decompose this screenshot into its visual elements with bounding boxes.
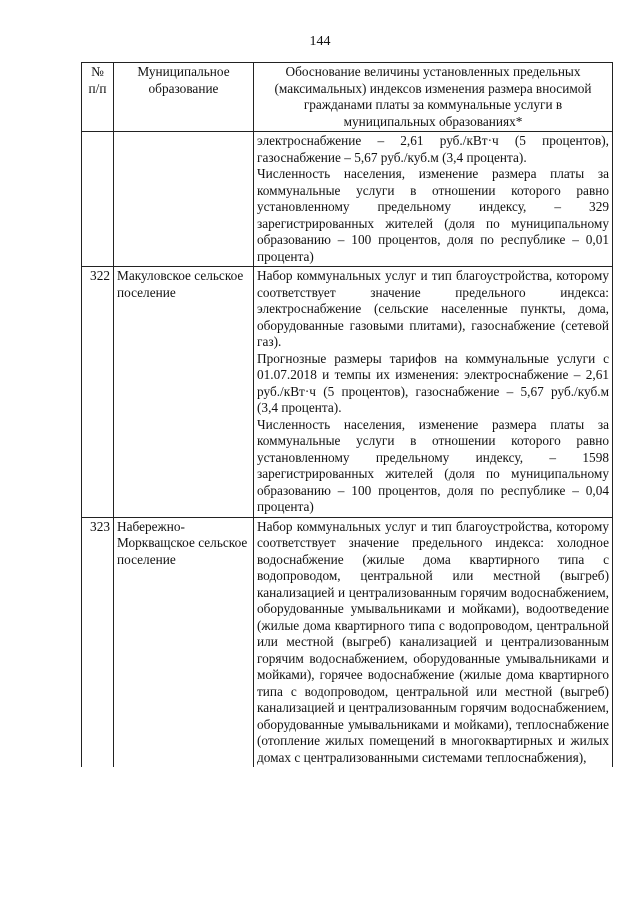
municipality-name: Макуловское сельское поселение xyxy=(114,267,254,518)
municipality-name: Набережно-Моркващское сельское поселение xyxy=(114,517,254,767)
table-header-row xyxy=(82,63,613,132)
justification-paragraph: Набор коммунальных услуг и тип благоустройства, которому соответствует значение предельного индекса: холодное водоснабжение (жилые дома квартирного типа с водопроводом, центральной или местной (выгреб) канализацией и централизованным горячим водоснабжением, оборудованные умывальниками и мойками), водоотведение (жилые дома квартирного типа с водопроводом, центральной или местной (выгреб) канализацией и централизованным горячим водоснабжением, оборудованные умывальниками и мойками), горячее водоснабжение (жилые дома квартирного типа с водопроводом, центральной или местной (выгреб) канализацией и централизованным горячим водоснабжением, оборудованные умывальниками и мойками), теплоснабжение (отопление жилых помещений в многоквартирных и жилых домах с централизованными системами теплоснабжения), xyxy=(257,518,609,765)
municipality-name xyxy=(114,132,254,267)
header-num: № п/п xyxy=(82,63,114,132)
page-number: 144 xyxy=(309,34,331,49)
header-justification: Обоснование величины установленных предельных (максимальных) индексов изменения размера вносимой гражданами платы за коммунальные услуги в муниципальных образованиях* xyxy=(254,63,613,132)
tariff-index-table xyxy=(81,62,613,767)
justification-cell xyxy=(254,517,613,767)
justification-paragraph: Прогнозные размеры тарифов на коммунальные услуги с 01.07.2018 и темпы их изменения: электроснабжение – 2,61 руб./кВт·ч (5 процентов), газоснабжение – 5,67 руб./куб.м (3,4 процента). xyxy=(257,350,609,415)
table-row xyxy=(82,517,613,767)
justification-cell xyxy=(254,267,613,518)
table-row xyxy=(82,267,613,518)
row-number xyxy=(82,132,114,267)
justification-paragraph: Численность населения, изменение размера платы за коммунальные услуги в отношении которого равно установленному предельному индексу, – 1598 зарегистрированных жителей (доля по муниципальному образованию – 100 процентов, доля по республике – 0,04 процента) xyxy=(257,416,609,514)
justification-paragraph: Численность населения, изменение размера платы за коммунальные услуги в отношении которого равно установленному предельному индексу, – 329 зарегистрированных жителей (доля по муниципальному образованию – 100 процентов, доля по республике – 0,01 процента) xyxy=(257,166,609,264)
justification-paragraph: электроснабжение – 2,61 руб./кВт·ч (5 процентов), газоснабжение – 5,67 руб./куб.м (3,4 процента). xyxy=(257,133,609,165)
row-number: 322 xyxy=(82,267,114,518)
justification-cell xyxy=(254,132,613,267)
header-municipality: Муниципальное образование xyxy=(114,63,254,132)
row-number: 323 xyxy=(82,517,114,767)
justification-paragraph: Набор коммунальных услуг и тип благоустройства, которому соответствует значение предельного индекса: электроснабжение (сельские населенные пункты, дома, оборудованные газовыми плитами), газоснабжение (сетевой газ). xyxy=(257,268,609,349)
table-row xyxy=(82,132,613,267)
